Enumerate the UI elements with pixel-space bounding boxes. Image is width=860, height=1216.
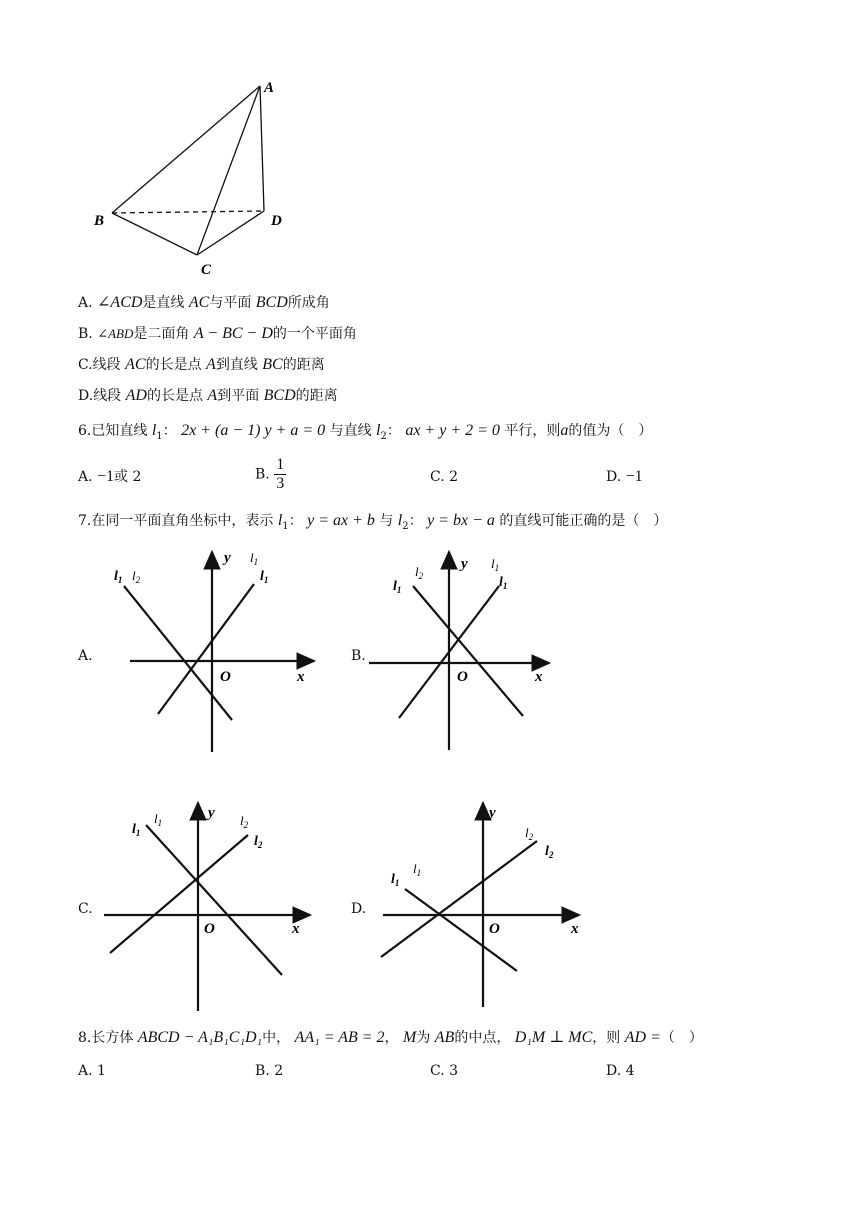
svg-text:l1: $l_1$ [154, 811, 163, 828]
svg-text:y: y [489, 805, 496, 821]
svg-text:y: y [224, 550, 231, 566]
svg-text:l2: $l_2$ [254, 834, 263, 850]
svg-text:x: x [297, 669, 305, 685]
graph-d [375, 795, 590, 1015]
svg-text:l1: $l_1$ [250, 550, 259, 567]
svg-text:O: O [204, 921, 215, 937]
svg-text:O: O [489, 921, 500, 937]
q8-option-b: B. 2 [255, 1063, 284, 1079]
vertex-label-c: C [201, 262, 212, 278]
svg-text:l2: $l_2$ [240, 813, 249, 830]
vertex-label-a: A [264, 80, 275, 96]
svg-text:l2: $l_2$ [545, 844, 554, 860]
svg-text:O: O [220, 669, 231, 685]
svg-text:l1: $l_1$ [393, 579, 402, 595]
svg-text:y: y [208, 805, 215, 821]
q5-option-c: C.线段 AC的长是点 A到直线 BC的距离 [78, 356, 325, 373]
svg-text:x: x [535, 669, 543, 685]
svg-text:l1: $l_1$ [260, 569, 269, 585]
fraction-one-third: $\frac{1}{3}$ [276, 456, 285, 492]
graph-a [100, 540, 330, 760]
q6-option-c: C. 2 [430, 469, 459, 485]
graph-c [100, 795, 320, 1015]
q8-option-c: C. 3 [430, 1063, 459, 1079]
svg-text:l1: $l_1$ [114, 569, 123, 585]
q6-stem: 6.已知直线 $l_1$： 2x + (a − 1) y + a = 0 与直线 $l_2$： ax + y + 2 = 0 平行，则a的值为（ ） [78, 422, 653, 442]
svg-text:l1: $l_1$ [132, 822, 141, 838]
svg-text:l2: $l_2$ [525, 825, 534, 842]
q6-option-b: B. $\frac{1}{3}$ [255, 456, 285, 492]
q5-option-a: A. ∠ACD是直线 AC与平面 BCD所成角 [78, 294, 330, 311]
vertex-label-b: B [94, 213, 105, 229]
graph-a-label: A. [78, 648, 93, 664]
svg-text:l1: $l_1$ [499, 575, 508, 591]
svg-text:l2: $l_2$ [415, 564, 424, 581]
tetrahedron-figure [80, 70, 300, 280]
svg-text:l1: $l_1$ [391, 872, 400, 888]
q8-option-d: D. 4 [606, 1063, 635, 1079]
svg-text:O: O [457, 669, 468, 685]
graph-d-label: D. [351, 901, 367, 917]
q5-option-d: D.线段 AD的长是点 A到平面 BCD的距离 [78, 387, 338, 404]
svg-text:x: x [292, 921, 300, 937]
q6-option-a: A. −1或 2 [78, 468, 142, 485]
graph-b-label: B. [351, 648, 366, 664]
vertex-label-d: D [271, 213, 282, 229]
q8-option-a: A. 1 [78, 1063, 106, 1079]
q8-stem: 8.长方体 ABCD − A₁B₁C₁D₁中， AA₁ = AB = 2， M为 AB的中点， D₁M ⊥ MC，则 AD =（ ） [78, 1029, 703, 1046]
svg-text:l1: $l_1$ [491, 556, 500, 573]
q5-option-b: B. ∠ABD是二面角 A − BC − D的一个平面角 [78, 325, 357, 342]
graph-c-label: C. [78, 901, 93, 917]
svg-text:y: y [461, 556, 468, 572]
svg-text:l1: $l_1$ [413, 861, 422, 878]
graph-b [365, 540, 565, 760]
svg-text:l2: $l_2$ [132, 568, 141, 585]
svg-text:x: x [571, 921, 579, 937]
q6-option-d: D. −1 [606, 468, 643, 485]
q7-stem: 7.在同一平面直角坐标中，表示 $l_1$： y = ax + b 与 $l_2$： y = bx − a 的直线可能正确的是（ ） [78, 512, 668, 532]
